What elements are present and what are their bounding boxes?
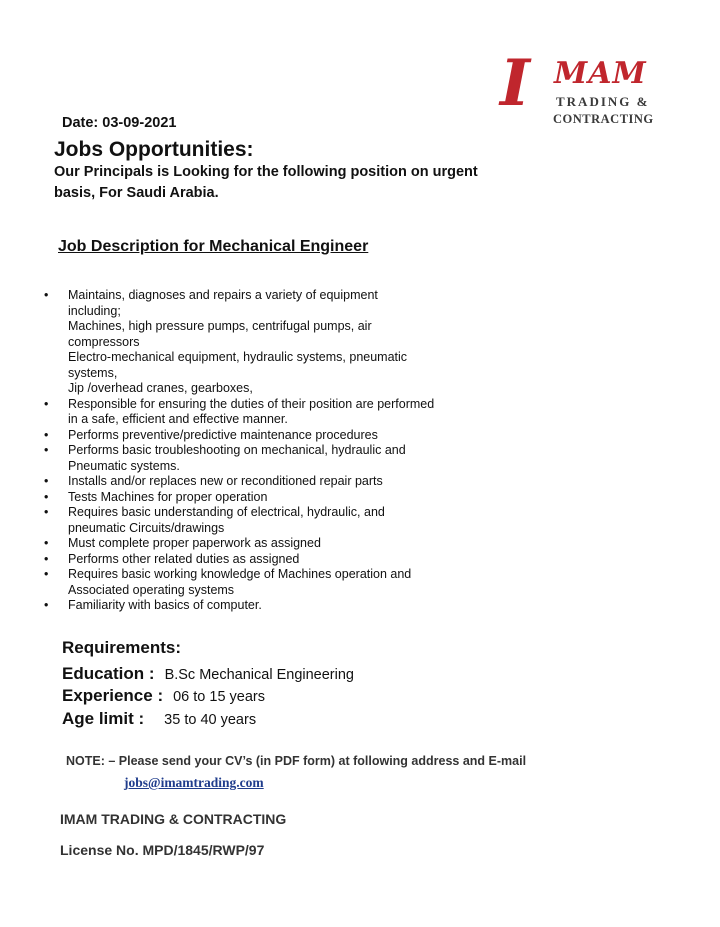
duty-text: • Responsible for ensuring the duties of their position are performed bbox=[68, 396, 435, 411]
list-item: • Familiarity with basics of computer. bbox=[44, 598, 504, 614]
page-title: Jobs Opportunities: bbox=[54, 138, 254, 161]
document-date: Date: 03-09-2021 bbox=[62, 115, 177, 131]
duty-text: • Requires basic working knowledge of Machines operation and bbox=[68, 567, 412, 581]
list-item: • Must complete proper paperwork as assigned bbox=[44, 536, 504, 552]
duty-text: Jip /overhead cranes, gearboxes, bbox=[68, 381, 253, 395]
duties-list bbox=[44, 288, 504, 614]
logo-word: MAM bbox=[554, 56, 647, 91]
license-number: License No. MPD/1845/RWP/97 bbox=[60, 842, 265, 858]
duty-text: Electro-mechanical equipment, hydraulic systems, pneumatic bbox=[68, 350, 408, 364]
age-label: Age limit : bbox=[62, 709, 145, 728]
duty-text: pneumatic Circuits/drawings bbox=[68, 520, 225, 535]
logo-mark: I bbox=[500, 46, 530, 121]
experience-value: 06 to 15 years bbox=[173, 689, 266, 705]
logo-subtitle-2: CONTRACTING bbox=[553, 112, 654, 126]
intro-line: basis, For Saudi Arabia. bbox=[54, 185, 219, 201]
education-label: Education : bbox=[62, 664, 155, 683]
requirements-title: Requirements: bbox=[62, 638, 182, 657]
list-item: • Performs other related duties as assigned bbox=[44, 552, 504, 568]
duty-text: • Performs basic troubleshooting on mechanical, hydraulic and bbox=[68, 443, 406, 457]
list-item bbox=[44, 397, 504, 428]
intro-line: Our Principals is Looking for the following position on urgent bbox=[54, 164, 478, 180]
duty-text: including; bbox=[68, 303, 121, 318]
list-item: • Tests Machines for proper operation bbox=[44, 490, 504, 506]
age-value: 35 to 40 years bbox=[164, 712, 257, 728]
duty-text: Pneumatic systems. bbox=[68, 458, 180, 473]
duty-text: Machines, high pressure pumps, centrifugal pumps, air bbox=[68, 319, 372, 333]
company-logo bbox=[500, 46, 670, 132]
duty-text: compressors bbox=[68, 334, 140, 349]
education-value: B.Sc Mechanical Engineering bbox=[164, 667, 354, 683]
company-name: IMAM TRADING & CONTRACTING bbox=[60, 811, 287, 827]
note-text: NOTE: – Please send your CV’s (in PDF form) at following address and E-mail bbox=[66, 754, 527, 768]
logo-subtitle-1: TRADING & bbox=[556, 94, 650, 109]
job-description-title: Job Description for Mechanical Engineer bbox=[58, 238, 369, 255]
list-item bbox=[44, 443, 504, 474]
duty-text: • Maintains, diagnoses and repairs a variety of equipment bbox=[68, 288, 378, 302]
duty-text: • Requires basic understanding of electrical, hydraulic, and bbox=[68, 505, 385, 519]
education-row bbox=[62, 664, 354, 684]
list-item bbox=[44, 567, 504, 598]
email-link[interactable]: jobs@imamtrading.com bbox=[124, 775, 264, 790]
experience-row bbox=[62, 686, 265, 706]
list-item bbox=[44, 288, 504, 397]
experience-label: Experience : bbox=[62, 686, 164, 705]
age-row bbox=[62, 709, 256, 729]
duty-text: in a safe, efficient and effective manner. bbox=[68, 412, 288, 426]
list-item: • Installs and/or replaces new or reconditioned repair parts bbox=[44, 474, 504, 490]
list-item bbox=[44, 505, 504, 536]
list-item: • Performs preventive/predictive maintenance procedures bbox=[44, 428, 504, 444]
intro-text bbox=[54, 162, 554, 204]
duty-text: systems, bbox=[68, 365, 118, 380]
duty-text: Associated operating systems bbox=[68, 582, 235, 597]
